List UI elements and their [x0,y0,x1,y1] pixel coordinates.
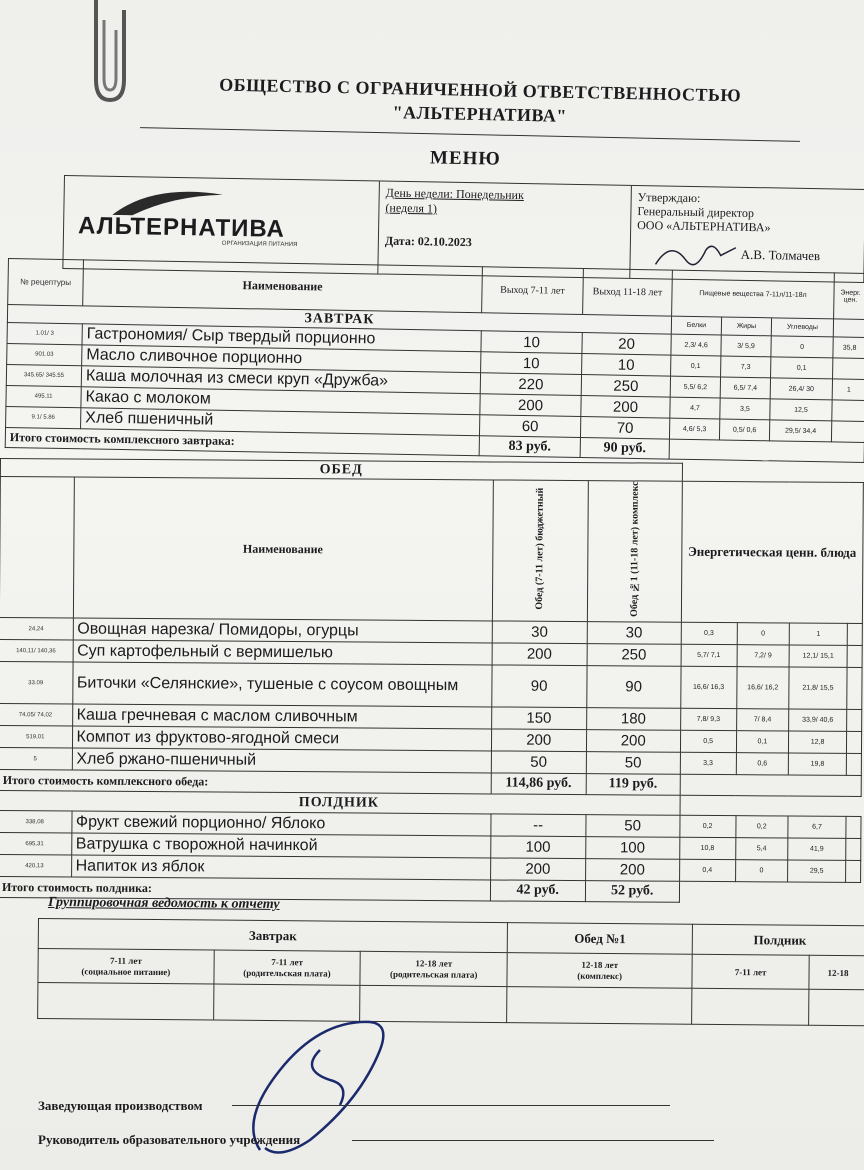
header-name: Наименование [73,477,493,621]
group-col-3-age: 12-18 лет [415,957,453,969]
header-carbs: Углеводы [771,318,833,337]
lunch-title: ОБЕД [0,459,682,482]
row-protein: 5,5/ 6,2 [670,376,720,398]
empty-cell [669,439,864,462]
group-col-2-type: (родительская плата) [243,967,331,979]
row-carbs: 19,8 [788,753,846,775]
row-out-1: 220 [480,373,581,396]
row-name: Биточки «Селянские», тушеные с соусом овощным [72,662,491,707]
group-col-4-age: 12-18 лет [581,959,619,970]
row-energy [833,358,864,380]
footer-production-head [38,1098,203,1114]
row-energy: 35,8 [833,337,864,359]
footer-school-label: Руководитель образовательного учреждения [38,1132,301,1147]
row-out-1: 10 [481,352,582,375]
header-code [0,477,74,619]
table-header-row [0,477,863,624]
row-fat: 0 [737,623,789,645]
breakfast-table [5,258,864,463]
row-out-2: 50 [586,752,680,775]
week-number: (неделя 1) [385,200,438,216]
snack-title: ПОЛДНИК [0,791,680,816]
signature-line [352,1140,714,1141]
row-out-1: 30 [492,621,588,644]
row-out-2: 250 [581,375,670,398]
approve-label: Утверждаю: [637,190,701,206]
row-name: Гастрономия/ Сыр твердый порционно [82,324,481,352]
row-out-2: 100 [586,837,680,860]
org-line-2: "АЛЬТЕРНАТИВА" [392,102,568,126]
row-fat: 7,2/ 9 [737,645,789,667]
row-protein: 0,5 [680,731,736,753]
row-carbs: 26,4/ 30 [770,378,832,400]
row-energy [846,817,861,839]
row-code: 74,05/ 74,02 [0,704,72,727]
header-nutrients: Пищевые вещества 7-11л/11-18л [672,270,835,319]
row-name: Овощная нарезка/ Помидоры, огурцы [73,618,492,643]
row-energy [847,624,862,646]
day-cell [377,181,629,277]
row-protein: 0,3 [681,623,737,645]
empty-cell [680,775,862,797]
row-name: Ватрушка с творожной начинкой [71,833,490,858]
group-col-4 [507,953,692,989]
breakfast-title: ЗАВТРАК [7,305,671,335]
row-carbs: 6,7 [788,816,846,838]
header-name: Наименование [83,260,483,313]
header-energy: Энерг. цен. [834,273,864,320]
row-name: Каша молочная из смеси круп «Дружба» [81,366,480,394]
header-fat: Жиры [721,317,771,336]
header-energy: Энергетическая ценн. блюда [681,481,863,624]
row-code: 5 [0,748,72,771]
breakfast-total-1: 83 руб. [479,436,580,458]
row-carbs: 41,9 [788,838,846,860]
row-protein: 4,7 [670,397,720,419]
row-protein: 10,8 [679,838,735,860]
row-protein: 4,6/ 5,3 [669,418,719,440]
row-protein: 2,3/ 4,6 [671,334,721,356]
footer-school-head [38,1132,300,1148]
breakfast-total-label: Итого стоимость комплексного завтрака: [5,427,479,455]
row-energy [847,646,862,668]
approve-position: Генеральный директор [637,204,755,221]
row-energy [846,861,861,883]
row-energy [847,710,862,732]
row-carbs: 29,5 [788,860,846,882]
row-code: 420,13 [0,855,71,878]
row-energy: 1 [832,379,864,401]
group-col-1-type: (социальное питание) [81,965,171,977]
empty-cell [682,463,864,482]
header-lunch-2-text: Обед №1 (11-18 лет) комплекс [628,481,641,617]
row-out-2: 70 [580,417,669,440]
approval-block [629,186,863,282]
row-out-1: 200 [492,643,588,666]
row-out-2: 30 [587,622,681,645]
header-lunch-2 [587,481,682,623]
group-col-4-type: (комплекс) [577,970,623,981]
row-protein: 16,6/ 16,3 [680,667,736,709]
row-fat: 3/ 5,9 [721,335,771,357]
group-lunch: Обед №1 [507,923,692,955]
lunch-total-2: 119 руб. [586,774,680,796]
empty-cell [680,796,862,817]
group-col-2-age: 7-11 лет [271,956,303,967]
header-out-2: Выход 11-18 лет [583,269,673,317]
row-energy [847,732,862,754]
row-out-2: 200 [581,396,670,419]
signature-line [232,1105,670,1106]
row-code: 140,11/ 140,36 [0,640,73,663]
header-code: № рецептуры [8,259,84,306]
row-fat: 5,4 [735,838,787,860]
row-name: Масло сливочное порционно [82,345,481,373]
group-value-cell [38,983,214,1021]
company-logo [72,186,363,261]
row-code: 24,24 [0,618,73,641]
row-carbs: 12,8 [788,731,846,753]
row-fat: 0,1 [736,731,788,753]
row-fat: 0 [735,860,787,882]
paperclip-icon [86,0,134,106]
group-snack: Полдник [692,924,864,956]
group-col-6: 12-18 [809,955,864,990]
header-lunch-1 [492,480,588,622]
weekday: День недели: Понедельник [385,185,524,203]
group-report-table [37,918,864,1026]
row-fat: 16,6/ 16,2 [736,667,789,709]
row-carbs: 29,5/ 34,4 [769,420,831,442]
group-col-3-type: (родительская плата) [389,968,478,980]
row-out-1: 90 [491,665,587,708]
row-energy [846,839,861,861]
row-protein: 0,1 [671,355,721,377]
footer-production-label: Заведующая производством [38,1098,203,1113]
row-out-2: 180 [587,708,681,731]
group-value-cell [692,988,809,1025]
row-code: 519,01 [0,726,72,749]
row-carbs: 12,5 [770,399,832,421]
group-value-row [38,983,864,1026]
header-protein: Белки [671,316,721,335]
lunch-total-label: Итого стоимость комплексного обеда: [0,770,491,794]
row-code: 901.03 [7,343,82,365]
row-fat: 0,5/ 0,6 [719,419,769,441]
row-energy [846,754,861,776]
group-value-cell [507,987,692,1025]
row-out-2: 200 [586,730,680,753]
row-code: 345.65/ 345.55 [6,364,81,386]
breakfast-total-2: 90 руб. [580,438,669,460]
row-out-2: 20 [582,333,671,356]
row-code: 9.1/ 5.86 [6,406,81,428]
group-col-1 [38,949,214,985]
row-out-1: 200 [491,729,587,752]
row-fat: 0,2 [736,816,788,838]
row-out-1: 60 [479,415,580,438]
logo-subtitle: ОРГАНИЗАЦИЯ ПИТАНИЯ [221,240,298,249]
row-carbs: 0,1 [770,357,832,379]
snack-total-1: 42 руб. [490,880,586,902]
row-out-1: 150 [491,707,587,730]
row-protein: 3,3 [680,753,736,775]
row-name: Какао с молоком [81,387,480,415]
row-out-1: 100 [490,836,586,859]
row-protein: 5,7/ 7,1 [681,645,737,667]
row-protein: 0,2 [679,816,735,838]
row-out-1: 200 [480,394,581,417]
row-fat: 6,5/ 7,4 [720,377,770,399]
empty-cell [679,882,861,904]
row-fat: 0,6 [736,753,788,775]
row-out-2: 10 [582,354,671,377]
row-fat: 7,3 [721,356,771,378]
row-protein: 0,4 [679,860,735,882]
row-name: Суп картофельный с вермишелью [73,640,492,665]
logo-word: АЛЬТЕРНАТИВА [77,212,286,243]
row-out-1: 200 [490,858,586,881]
group-col-2 [214,950,361,985]
row-code: 338,08 [0,811,72,834]
row-fat: 7/ 8,4 [736,709,788,731]
organization-name [150,71,811,133]
row-out-2: 50 [586,815,680,838]
menu-date: Дата: 02.10.2023 [384,233,472,250]
page-title: МЕНЮ [429,147,501,170]
row-energy [847,668,862,710]
row-fat: 3,5 [720,398,770,420]
row-out-2: 250 [587,644,681,667]
row-code: 495.11 [6,385,81,407]
row-name: Хлеб ржано-пшеничный [72,748,491,773]
row-energy [832,400,864,422]
group-col-1-age: 7-11 лет [110,955,142,966]
row-name: Хлеб пшеничный [81,408,480,436]
row-carbs: 1 [789,623,847,645]
row-name: Фрукт свежий порционно/ Яблоко [71,811,490,836]
group-value-cell [808,989,864,1026]
lunch-total-1: 114,86 руб. [491,773,587,795]
row-name: Каша гречневая с маслом сливочным [72,704,491,729]
row-code: 1.01/ 3 [7,322,82,344]
director-name: А.В. Толмачев [740,246,821,264]
row-out-1: 50 [491,751,587,774]
header-out-1: Выход 7-11 лет [482,267,584,315]
approve-company: ООО «АЛЬТЕРНАТИВА» [637,218,771,235]
row-out-2: 200 [585,859,679,882]
row-code: 695,31 [0,833,71,856]
row-carbs: 21,8/ 15,5 [789,667,847,709]
row-energy [831,421,864,443]
row-out-1: 10 [481,331,582,354]
row-name: Компот из фруктово-ягодной смеси [72,726,491,751]
snack-total-label: Итого стоимость полдника: [0,877,490,901]
group-breakfast: Завтрак [38,919,507,953]
lunch-table [0,458,864,904]
energy-cell [833,319,864,338]
table-row [0,662,862,710]
org-line-1: ОБЩЕСТВО С ОГРАНИЧЕННОЙ ОТВЕТСТВЕННОСТЬЮ [219,74,742,106]
row-name: Напиток из яблок [71,855,490,880]
row-code: 33.09 [0,662,73,705]
row-out-1: -- [490,814,586,837]
snack-total-2: 52 руб. [585,881,679,903]
row-carbs: 33,9/ 40,6 [789,709,847,731]
row-carbs: 12,1/ 15,1 [789,645,847,667]
group-col-5: 7-11 лет [692,954,809,989]
row-protein: 7,8/ 9,3 [680,709,736,731]
header-lunch-1-text: Обед (7-11 лет) бюджетный [534,487,547,610]
group-report-title: Группировочная ведомость к отчету [47,894,280,913]
group-col-3 [360,951,507,986]
row-carbs: 0 [771,336,833,358]
row-out-2: 90 [587,666,681,709]
